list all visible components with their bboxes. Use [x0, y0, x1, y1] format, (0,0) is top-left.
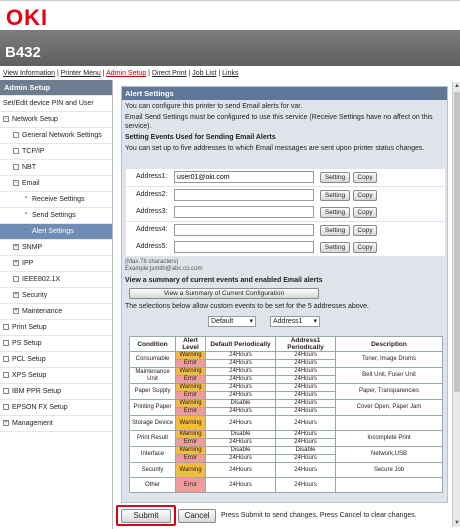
page-icon: [3, 356, 9, 362]
condition-cell: Paper Supply: [130, 384, 176, 400]
address1-period-cell[interactable]: 24Hours: [276, 463, 336, 478]
sidebar-item-label: Send Settings: [32, 212, 76, 219]
table-row: [130, 384, 443, 392]
description-cell: Cover Open, Paper Jam: [336, 400, 443, 416]
default-select-value: Default: [211, 318, 234, 325]
submit-button[interactable]: Submit: [121, 509, 171, 523]
sidebar-item-label: Alert Settings: [32, 228, 74, 235]
address-input[interactable]: [174, 171, 314, 183]
sidebar-item-ibm-ppr-setup[interactable]: [0, 384, 112, 400]
address1-period-cell[interactable]: 24Hours: [276, 478, 336, 493]
chevron-down-icon: ▾: [249, 318, 253, 325]
nav-view-information[interactable]: View Information: [3, 70, 56, 77]
bullet-icon: ▪: [24, 211, 28, 218]
description-cell: Toner, Image Drums: [336, 352, 443, 368]
col-address1: Address1 Periodically: [276, 337, 336, 352]
default-period-cell[interactable]: 24Hours: [206, 368, 276, 376]
scroll-up-icon[interactable]: ▲: [454, 83, 460, 89]
description-cell: Paper, Transparencies: [336, 384, 443, 400]
chevron-down-icon: ▾: [313, 318, 317, 325]
copy-button[interactable]: Copy: [353, 242, 377, 253]
condition-cell: Print Result: [130, 431, 176, 447]
sidebar-item-label: Email: [22, 180, 40, 187]
sidebar-item-label: PCL Setup: [12, 356, 46, 363]
setting-button[interactable]: Setting: [320, 225, 350, 236]
sidebar-item-label: IPP: [22, 260, 34, 267]
page-icon: [13, 132, 19, 138]
footer-hint: Press Submit to send changes. Press Cancel to clear changes.: [221, 512, 417, 519]
sidebar-item-nbt[interactable]: [0, 160, 112, 176]
col-default: Default Periodically: [206, 337, 276, 352]
sidebar-item-ieee802-1x[interactable]: [0, 272, 112, 288]
address-input[interactable]: [174, 206, 314, 218]
sidebar-item-tcp-ip[interactable]: [0, 144, 112, 160]
sidebar-item-xps-setup[interactable]: [0, 368, 112, 384]
col-alert-level: Alert Level: [176, 337, 206, 352]
sidebar-item-epson-fx-setup[interactable]: [0, 400, 112, 416]
table-row: [130, 463, 443, 478]
table-row: [130, 400, 443, 408]
sidebar-item-general-network-settings[interactable]: [0, 128, 112, 144]
nav-links[interactable]: Links: [222, 70, 239, 77]
default-period-cell[interactable]: 24Hours: [206, 463, 276, 478]
alert-level-cell: Error: [176, 439, 206, 447]
alert-level-cell: Warning: [176, 416, 206, 431]
sidebar-item-label: IEEE802.1X: [22, 276, 61, 283]
address-label: Address3:: [136, 208, 168, 215]
page-icon: [13, 148, 19, 154]
address-input[interactable]: [174, 224, 314, 236]
sidebar-item-management[interactable]: [0, 416, 112, 432]
description-cell: Secure Job: [336, 463, 443, 478]
setting-button[interactable]: Setting: [320, 172, 350, 183]
alert-level-cell: Warning: [176, 368, 206, 376]
table-row: [130, 368, 443, 376]
description-cell: Incomplete Print: [336, 431, 443, 447]
address-row: [126, 187, 445, 204]
address1-period-cell[interactable]: 24Hours: [276, 400, 336, 408]
alert-level-cell: Error: [176, 376, 206, 384]
summary-heading: View a summary of current events and enabled Email alerts: [125, 277, 323, 284]
sidebar-item-label: Management: [12, 420, 53, 427]
address1-period-cell[interactable]: 24Hours: [276, 416, 336, 431]
table-row: [130, 431, 443, 439]
default-period-cell[interactable]: 24Hours: [206, 352, 276, 360]
default-period-cell[interactable]: 24Hours: [206, 376, 276, 384]
expand-icon: +: [14, 292, 18, 299]
sidebar-item-label: IBM PPR Setup: [12, 388, 62, 395]
alert-level-cell: Warning: [176, 400, 206, 408]
sidebar-item-email[interactable]: [0, 176, 112, 192]
page-icon: [13, 276, 19, 282]
copy-button[interactable]: Copy: [353, 207, 377, 218]
sidebar: [0, 80, 113, 529]
alert-level-cell: Error: [176, 408, 206, 416]
sidebar-item-print-setup[interactable]: [0, 320, 112, 336]
default-period-cell[interactable]: Disable: [206, 447, 276, 455]
condition-cell: Interface: [130, 447, 176, 463]
expand-icon: +: [14, 260, 18, 267]
address-label: Address1:: [136, 173, 168, 180]
table-row: [130, 447, 443, 455]
address-row: [126, 204, 445, 221]
expand-icon: +: [14, 244, 18, 251]
table-row: [130, 416, 443, 431]
page-icon: [3, 388, 9, 394]
address1-period-cell[interactable]: 24Hours: [276, 431, 336, 439]
expand-icon: +: [14, 308, 18, 315]
sidebar-item-label: PS Setup: [12, 340, 42, 347]
sidebar-item-label: XPS Setup: [12, 372, 47, 379]
action-bar: [113, 503, 460, 529]
table-row: [130, 352, 443, 360]
view-summary-button[interactable]: View a Summary of Current Configuration: [129, 288, 319, 299]
alert-level-cell: Warning: [176, 431, 206, 439]
table-body: [130, 352, 443, 493]
bullet-icon: ▪: [24, 227, 28, 234]
page-icon: [3, 324, 9, 330]
setting-button[interactable]: Setting: [320, 190, 350, 201]
description-cell: Network,USB: [336, 447, 443, 463]
default-period-cell[interactable]: 24Hours: [206, 416, 276, 431]
copy-button[interactable]: Copy: [353, 190, 377, 201]
description-cell: Belt Unit, Fuser Unit: [336, 368, 443, 384]
scrollbar[interactable]: [452, 82, 460, 527]
default-select[interactable]: [208, 316, 256, 327]
scroll-thumb[interactable]: [454, 92, 460, 392]
address1-period-cell[interactable]: 24Hours: [276, 384, 336, 392]
sidebar-header-label: Admin Setup: [4, 83, 51, 92]
address1-period-cell[interactable]: 24Hours: [276, 352, 336, 360]
copy-button[interactable]: Copy: [353, 172, 377, 183]
sidebar-item-network-setup[interactable]: [0, 112, 112, 128]
events-text: You can set up to five addresses to which Email messages are sent upon printer status changes.: [125, 145, 425, 152]
col-description: Description: [336, 337, 443, 352]
page-icon: [3, 372, 9, 378]
note-text: Email Send Settings must be configured to use this service (Receive Settings have no affect on this service).: [125, 114, 433, 130]
alert-level-cell: Warning: [176, 384, 206, 392]
alert-level-cell: Error: [176, 392, 206, 400]
condition-cell: Printing Paper: [130, 400, 176, 416]
default-period-cell[interactable]: 24Hours: [206, 360, 276, 368]
default-period-cell[interactable]: Disable: [206, 431, 276, 439]
sidebar-item-label: SNMP: [22, 244, 43, 251]
sidebar-item-label: Set/Edit device PIN and User: [3, 100, 94, 107]
sidebar-header: [0, 80, 112, 96]
alert-events-table: [129, 336, 443, 493]
address1-period-cell[interactable]: 24Hours: [276, 368, 336, 376]
copy-button[interactable]: Copy: [353, 225, 377, 236]
selections-text: The selections below allow custom events to be set for the 5 addresses above.: [125, 303, 369, 310]
address1-period-cell[interactable]: Disable: [276, 447, 336, 455]
address1-period-cell[interactable]: 24Hours: [276, 439, 336, 447]
top-navigation: View Information | Printer Menu | Admin Setup | Direct Print | Job List | Links: [0, 66, 460, 80]
alert-level-cell: Error: [176, 360, 206, 368]
sidebar-item-label: Print Setup: [12, 324, 47, 331]
collapse-icon: −: [4, 116, 8, 123]
nav-admin-setup[interactable]: Admin Setup: [106, 70, 147, 77]
cancel-button[interactable]: Cancel: [178, 509, 216, 523]
address-label: Address5:: [136, 243, 168, 250]
address1-period-cell[interactable]: 24Hours: [276, 408, 336, 416]
sidebar-item-snmp[interactable]: [0, 240, 112, 256]
default-period-cell[interactable]: 24Hours: [206, 384, 276, 392]
collapse-icon: −: [14, 180, 18, 187]
address1-period-cell[interactable]: 24Hours: [276, 392, 336, 400]
alert-level-cell: Warning: [176, 352, 206, 360]
sidebar-item-ps-setup[interactable]: [0, 336, 112, 352]
default-period-cell[interactable]: 24Hours: [206, 478, 276, 493]
address-select-value: Address1: [273, 318, 303, 325]
page-icon: [13, 164, 19, 170]
address-input[interactable]: [174, 241, 314, 253]
example-note: Example:jsmith@abc.co.com: [125, 266, 203, 272]
scroll-down-icon[interactable]: ▼: [454, 520, 460, 526]
alert-settings-panel: [121, 86, 448, 503]
sidebar-item-receive-settings[interactable]: [0, 192, 112, 208]
sidebar-item-label: General Network Settings: [22, 132, 102, 139]
condition-cell: Consumable: [130, 352, 176, 368]
sidebar-item-label: EPSON FX Setup: [12, 404, 68, 411]
sidebar-item-set-edit-device-pin-and-user[interactable]: [0, 96, 112, 112]
bullet-icon: ▪: [24, 195, 28, 202]
sidebar-item-send-settings[interactable]: [0, 208, 112, 224]
description-cell: [336, 478, 443, 493]
address1-period-cell[interactable]: 24Hours: [276, 360, 336, 368]
address-row: [126, 222, 445, 239]
address-row: [126, 169, 445, 186]
panel-title: Alert Settings: [122, 87, 447, 100]
brand-logo: OKI: [6, 5, 49, 30]
alert-level-cell: Warning: [176, 463, 206, 478]
table-row: [130, 478, 443, 493]
col-condition: Condition: [130, 337, 176, 352]
nav-printer-menu[interactable]: Printer Menu: [60, 70, 101, 77]
default-period-cell[interactable]: 24Hours: [206, 455, 276, 463]
setting-button[interactable]: Setting: [320, 207, 350, 218]
condition-cell: Storage Device: [130, 416, 176, 431]
address-row: [126, 239, 445, 256]
description-cell: [336, 416, 443, 431]
condition-cell: Security: [130, 463, 176, 478]
header-bar: [0, 0, 460, 30]
sidebar-item-label: Security: [22, 292, 48, 299]
alert-level-cell: Error: [176, 478, 206, 493]
condition-cell: Maintenance Unit: [130, 368, 176, 384]
alert-level-cell: Error: [176, 455, 206, 463]
address-select[interactable]: [270, 316, 320, 327]
events-heading: Setting Events Used for Sending Email Alerts: [125, 134, 276, 141]
model-banner: B432: [0, 30, 460, 66]
nav-direct-print[interactable]: Direct Print: [151, 70, 187, 77]
sidebar-item-alert-settings[interactable]: [0, 224, 112, 240]
address1-period-cell[interactable]: 24Hours: [276, 455, 336, 463]
sidebar-list: [0, 96, 112, 432]
nav-job-list[interactable]: Job List: [192, 70, 217, 77]
alert-level-cell: Warning: [176, 447, 206, 455]
default-period-cell[interactable]: Disable: [206, 400, 276, 408]
address1-period-cell[interactable]: 24Hours: [276, 376, 336, 384]
sidebar-item-label: TCP/IP: [22, 148, 45, 155]
sidebar-item-security[interactable]: [0, 288, 112, 304]
sidebar-item-maintenance[interactable]: [0, 304, 112, 320]
condition-cell: Other: [130, 478, 176, 493]
expand-icon: +: [4, 420, 8, 427]
sidebar-item-label: NBT: [22, 164, 36, 171]
sidebar-item-ipp[interactable]: [0, 256, 112, 272]
address-label: Address4:: [136, 225, 168, 233]
page-icon: [3, 404, 9, 410]
main-content: [113, 80, 460, 503]
max-chars-note: (Max.78 characters): [125, 259, 179, 265]
sidebar-item-pcl-setup[interactable]: [0, 352, 112, 368]
default-period-cell[interactable]: 24Hours: [206, 392, 276, 400]
sidebar-item-label: Maintenance: [22, 308, 63, 315]
sidebar-item-label: Receive Settings: [32, 196, 85, 203]
address-label: Address2:: [136, 190, 168, 198]
intro-text: You can configure this printer to send Email alerts for var.: [125, 103, 303, 110]
default-period-cell[interactable]: 24Hours: [206, 408, 276, 416]
default-period-cell[interactable]: 24Hours: [206, 439, 276, 447]
address-input[interactable]: [174, 189, 314, 201]
sidebar-item-label: Network Setup: [12, 116, 58, 123]
setting-button[interactable]: Setting: [320, 242, 350, 253]
page-icon: [3, 340, 9, 346]
